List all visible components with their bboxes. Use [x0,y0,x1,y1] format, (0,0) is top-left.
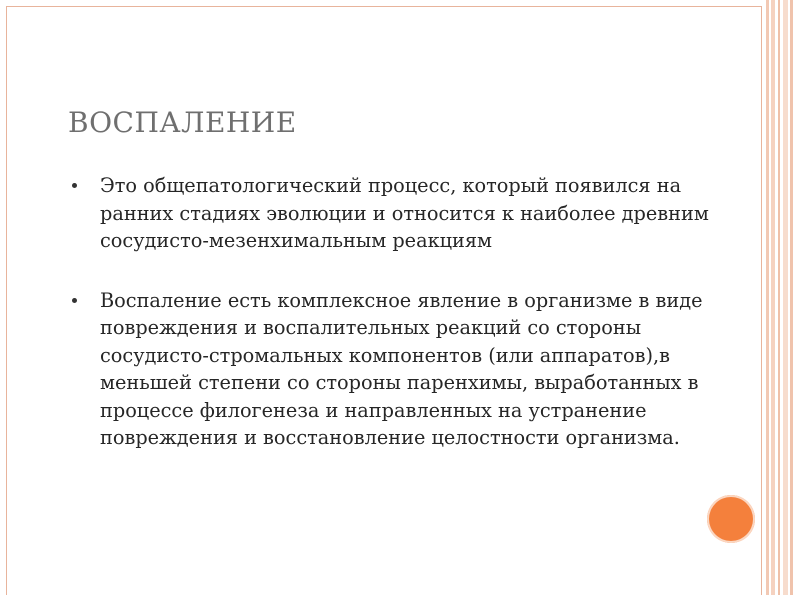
bullet-list [72,172,722,484]
bullet-item [72,172,722,255]
decorative-stripe [790,0,793,595]
bullet-dot-icon [72,298,77,303]
decorative-circle [707,495,755,543]
slide-border-left [6,6,7,595]
bullet-item [72,287,722,452]
bullet-text: Это общепатологический процесс, который появился на ранних стадиях эволюции и относится к наиболее древним сосудисто-мезенхимальным реакциям [100,174,709,252]
decorative-stripe [783,0,788,595]
decorative-stripe [778,0,780,595]
decorative-stripe [771,0,775,595]
decorative-stripe [766,0,769,595]
bullet-text: Воспаление есть комплексное явление в организме в виде повреждения и воспалительных реакций со стороны сосудисто-стромальных компонентов (или аппаратов),в меньшей степени со стороны паренхимы, выработанных в процессе филогенеза и направленных на устранение повреждения и восстановление целостности организма. [100,288,703,449]
slide-border-right [761,6,762,595]
bullet-dot-icon [72,183,77,188]
slide-border-top [6,6,761,7]
slide-title: ВОСПАЛЕНИЕ [68,106,297,139]
